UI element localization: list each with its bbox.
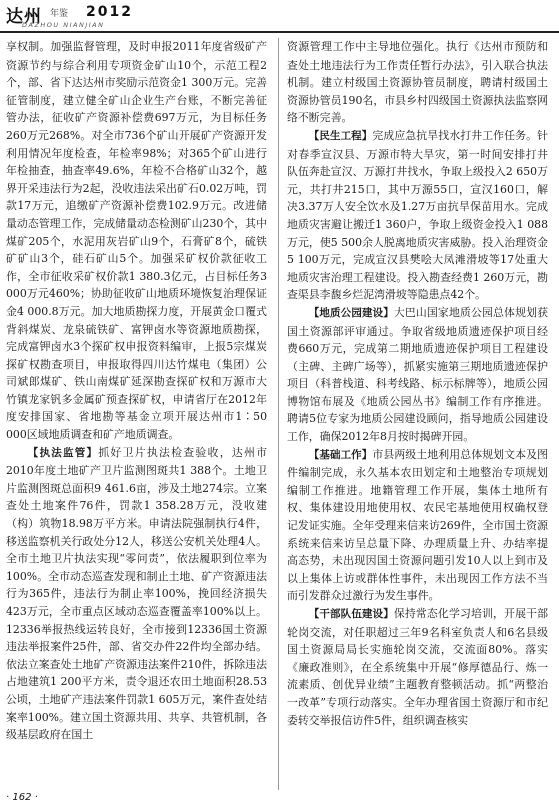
section-heading: 【干部队伍建设】 xyxy=(308,608,394,620)
paragraph-text: 大巴山国家地质公园总体规划获国土资源部评审通过。争取省级地质遗迹保护项目经费660万元，完成第二期地质遗迹保护项目工程建设（主碑、主碑广场等），抓紧实施第三期地质遗迹保护项目（科普栈道、科考线路、标示标牌等），地质公园博物馆布展及《地质公园丛书》编制工作有序推进。聘请5位专家为地质公园建设顾问，指导地质公园建设工作，确保2012年8月按时揭碑开园。 xyxy=(287,305,548,444)
section-heading: 【执法监管】 xyxy=(27,446,99,459)
yearbook-logo xyxy=(6,2,156,30)
header-rule xyxy=(0,31,559,33)
section-heading: 【民生工程】 xyxy=(308,129,373,142)
paragraph-text: 市县两级土地利用总体规划文本及图件编制完成，永久基本农田划定和土地整治专项规划编制工作推进。地籍管理工作开展，集体土地所有权、集体建设用地使用权、农民宅基地使用权确权登记发证实施。全年受理来信来访269件，全市国土资源系统来信来访呈总量下降、办理质量上升、办结率提高态势，未出现因国土资源问题引发10人以上到市及以上集体上访或群体性事件，未出现因工作方法不当而引发群众过激行为发生事件。 xyxy=(287,447,548,603)
paragraph xyxy=(287,127,548,304)
logo-english: DAZHOU NIANJIAN xyxy=(22,21,105,29)
section-heading: 【基础工作】 xyxy=(308,448,373,461)
paragraph-text: 抓好卫片执法检查验收，达州市2010年度土地矿产卫片监测图斑共1 388个。土地卫片监测图斑总面积9 461.6亩，涉及土地274宗。立案查处土地案件76件，罚款1 358.28万元，没收建（构）筑物18.98万平方米。申请法院强制执行4件，移送监察机关行政处分12人，移送公安机关处理4人。全市土地卫片执法实现“零问责”，依法履职到位率为100%。全市动态巡查发现和制止土地、矿产资源违法行为365件，违法行为制止率100%，挽回经济损失423万元，全市重点区域动态巡查覆盖率100%以上。12336举报热线运转良好，全市接到12336国土资源违法举报案件25件，部、省交办件22件均全部办结。依法立案查处土地矿产资源违法案件210件，拆除违法占地建筑1 200平方米，责令退还农田土地面积28.53公顷，土地矿产违法案件罚款1 605万元，案件查处结案率100%。建立国土资源共用、共享、共管机制，各级基层政府在国土 xyxy=(6,445,267,742)
paragraph xyxy=(6,444,267,744)
logo-title: 达州 xyxy=(6,7,42,27)
column-divider xyxy=(278,38,279,790)
logo-year: 2012 xyxy=(86,4,133,20)
left-column xyxy=(6,38,267,790)
paragraph xyxy=(287,304,548,446)
page-header xyxy=(0,0,559,32)
paragraph xyxy=(6,38,267,444)
section-heading: 【地质公园建设】 xyxy=(308,306,394,319)
right-column xyxy=(287,38,548,790)
logo-subtitle: 年鉴 xyxy=(50,9,69,19)
paragraph xyxy=(287,446,548,605)
paragraph-text: 享权制。加强监督管理，及时申报2011年度省级矿产资源节约与综合利用专项资金矿山10个，示范工程2个，部、省下达达州市奖励示范资金1 300万元。完善征管制度，建立健全矿山企业生产台账，不断完善征管办法，征收矿产资源补偿费697万元，为目标任务260万元268%。对全市736个矿山开展矿产资源开发利用情况年度检查，年检率98%；对365个矿山进行年检抽查，抽查率49.6%，年检不合格矿山32个，越界开采违法行为2起，没收违法采出矿石0.02万吨，罚款17万元，追缴矿产资源补偿费102.9万元。改进储量动态管理工作，完成储量动态检测矿山230个，其中煤矿205个，水泥用灰岩矿山9个，石膏矿8个，硫铁矿矿山3个，硅石矿山5个。加强采矿权价款征收工作，全市征收采矿权价款1 380.3亿元，占目标任务3 000万元460%；协助征收矿山地质环境恢复治理保证金4 000.8万元。加大地质勘探力度，开展黄金口覆式背斜煤炭、龙泉硫铁矿、富钾卤水等资源地质勘探，完成富钾卤水3个探矿权申报资料编审，上报5宗煤炭探矿权勘查项目，申报取得四川达竹煤电（集团）公司斌郎煤矿、铁山南煤矿延深勘查探矿权和万源市大竹镇龙家钒多金属矿预查探矿权，申请省厅在2012年度安排国家、省地勘等基金立项开展达州市1∶50 000区域地质调查和矿产地质调查。 xyxy=(6,40,267,442)
paragraph xyxy=(287,605,548,729)
paragraph-text: 资源管理工作中主导地位强化。执行《达州市预防和查处土地违法行为工作责任暂行办法》，引入联合执法机制。建立村级国土资源协管员制度，聘请村级国土资源协管员190名，市县乡村四级国土资源执法监察网络不断完善。 xyxy=(287,40,548,125)
paragraph xyxy=(287,38,548,127)
page-number: · 162 · xyxy=(6,792,38,803)
paragraph-text: 保持常态化学习培训，开展干部轮岗交流，对任职超过三年9名科室负责人和6名县级国土资源局局长实施轮岗交流，交流面80%。落实《廉政准则》，在全系统集中开展“修厚德品行、炼一流素质、创优异业绩”主题教育整顿活动。抓“两整治一改革”专项行动落实。全年办理省国土资源厅和市纪委转交举报信访件5件，组织调查核实 xyxy=(287,607,548,727)
paragraph-text: 完成应急抗旱找水打井工作任务。针对春季宣汉县、万源市特大旱灾，第一时间安排打井队伍奔赴宣汉、万源打井找水，争取上级投入2 650万元，共打井215口，其中万源55口，宣汉160口，解决3.37万人安全饮水及1.27万亩抗旱保苗用水。完成地质灾害避让搬迁1 360户，争取上级资金投入1 088万元，使5 500余人脱离地质灾害威胁。投入治理资金5 100万元，完成宣汉县樊哙大凤滩滑坡等17处重大地质灾害治理工程建设。投入勘查经费1 260万元，勘查渠县李馥乡烂泥湾滑坡等隐患点42个。 xyxy=(287,128,548,302)
